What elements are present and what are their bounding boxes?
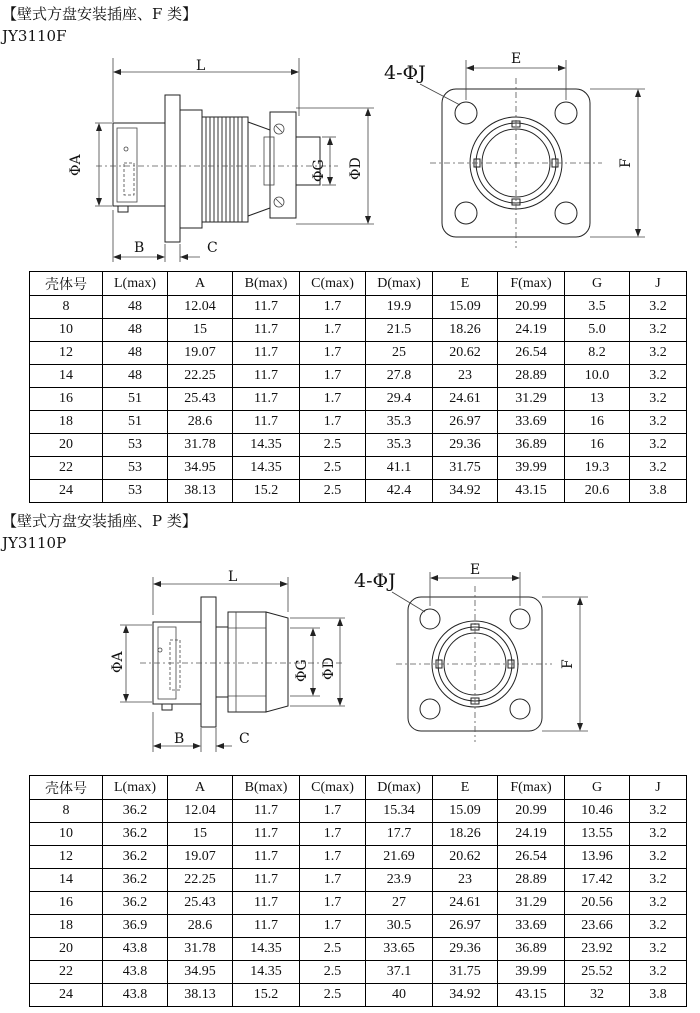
column-header: L(max) bbox=[103, 272, 168, 296]
table-cell: 31.29 bbox=[498, 388, 565, 411]
table-cell: 19.07 bbox=[168, 342, 233, 365]
table-row bbox=[30, 823, 687, 846]
table-cell: 20.62 bbox=[433, 846, 498, 869]
table-cell: 16 bbox=[565, 411, 630, 434]
table-cell: 1.7 bbox=[300, 296, 366, 319]
table-row bbox=[30, 365, 687, 388]
table-cell: 20.56 bbox=[565, 892, 630, 915]
dim-label-c-f: C bbox=[207, 240, 218, 256]
table-cell: 15.2 bbox=[233, 984, 300, 1007]
table-cell: 23.92 bbox=[565, 938, 630, 961]
table-cell: 10.46 bbox=[565, 800, 630, 823]
table-cell: 19.3 bbox=[565, 457, 630, 480]
table-cell: 1.7 bbox=[300, 365, 366, 388]
table-cell: 28.6 bbox=[168, 411, 233, 434]
model-number-p: JY3110P bbox=[2, 534, 67, 552]
table-cell: 14.35 bbox=[233, 961, 300, 984]
table-cell: 3.2 bbox=[630, 892, 687, 915]
table-cell: 5.0 bbox=[565, 319, 630, 342]
table-cell: 14.35 bbox=[233, 938, 300, 961]
table-cell: 11.7 bbox=[233, 388, 300, 411]
table-cell: 33.69 bbox=[498, 915, 565, 938]
table-cell: 15.09 bbox=[433, 800, 498, 823]
table-cell: 8.2 bbox=[565, 342, 630, 365]
table-cell: 36.2 bbox=[103, 823, 168, 846]
drawing-f bbox=[0, 0, 700, 270]
table-row bbox=[30, 480, 687, 503]
table-cell: 21.69 bbox=[366, 846, 433, 869]
table-cell: 25.43 bbox=[168, 892, 233, 915]
table-cell: 3.2 bbox=[630, 961, 687, 984]
table-cell: 14 bbox=[30, 365, 103, 388]
table-cell: 16 bbox=[30, 388, 103, 411]
table-cell: 8 bbox=[30, 296, 103, 319]
table-row bbox=[30, 984, 687, 1007]
table-cell: 36.2 bbox=[103, 800, 168, 823]
table-cell: 24.19 bbox=[498, 319, 565, 342]
table-cell: 15 bbox=[168, 319, 233, 342]
table-cell: 2.5 bbox=[300, 938, 366, 961]
table-cell: 31.78 bbox=[168, 938, 233, 961]
table-cell: 22 bbox=[30, 961, 103, 984]
table-row bbox=[30, 846, 687, 869]
table-cell: 28.89 bbox=[498, 365, 565, 388]
table-cell: 3.2 bbox=[630, 938, 687, 961]
table-cell: 3.2 bbox=[630, 388, 687, 411]
table-cell: 3.2 bbox=[630, 319, 687, 342]
table-cell: 3.8 bbox=[630, 480, 687, 503]
table-cell: 20.62 bbox=[433, 342, 498, 365]
table-row bbox=[30, 388, 687, 411]
column-header: B(max) bbox=[233, 776, 300, 800]
table-cell: 27 bbox=[366, 892, 433, 915]
table-cell: 20 bbox=[30, 434, 103, 457]
table-cell: 43.8 bbox=[103, 938, 168, 961]
section-title-p: 【壁式方盘安装插座、P 类】 bbox=[2, 512, 197, 530]
dim-label-l-p: L bbox=[228, 569, 238, 585]
table-cell: 2.5 bbox=[300, 480, 366, 503]
table-cell: 23 bbox=[433, 869, 498, 892]
dim-label-l-f: L bbox=[196, 58, 206, 74]
table-cell: 16 bbox=[30, 892, 103, 915]
table-cell: 36.2 bbox=[103, 869, 168, 892]
table-cell: 20.99 bbox=[498, 296, 565, 319]
table-row bbox=[30, 869, 687, 892]
table-row bbox=[30, 961, 687, 984]
table-cell: 20.99 bbox=[498, 800, 565, 823]
table-cell: 1.7 bbox=[300, 800, 366, 823]
table-cell: 25.43 bbox=[168, 388, 233, 411]
table-cell: 26.97 bbox=[433, 915, 498, 938]
column-header: 壳体号 bbox=[30, 272, 103, 296]
table-cell: 2.5 bbox=[300, 434, 366, 457]
table-cell: 39.99 bbox=[498, 961, 565, 984]
table-cell: 13 bbox=[565, 388, 630, 411]
table-cell: 3.2 bbox=[630, 915, 687, 938]
table-cell: 23.9 bbox=[366, 869, 433, 892]
table-cell: 38.13 bbox=[168, 984, 233, 1007]
table-cell: 34.95 bbox=[168, 961, 233, 984]
table-cell: 11.7 bbox=[233, 915, 300, 938]
table-cell: 35.3 bbox=[366, 434, 433, 457]
table-cell: 48 bbox=[103, 342, 168, 365]
table-cell: 26.54 bbox=[498, 342, 565, 365]
dim-label-c-p: C bbox=[239, 731, 250, 747]
table-cell: 20.6 bbox=[565, 480, 630, 503]
front-view-p bbox=[354, 562, 588, 742]
table-cell: 36.2 bbox=[103, 846, 168, 869]
table-cell: 35.3 bbox=[366, 411, 433, 434]
table-cell: 3.2 bbox=[630, 846, 687, 869]
table-cell: 15.09 bbox=[433, 296, 498, 319]
table-cell: 15 bbox=[168, 823, 233, 846]
table-cell: 24.61 bbox=[433, 892, 498, 915]
table-cell: 11.7 bbox=[233, 411, 300, 434]
table-cell: 24.61 bbox=[433, 388, 498, 411]
column-header: B(max) bbox=[233, 272, 300, 296]
column-header: A bbox=[168, 776, 233, 800]
table-cell: 13.55 bbox=[565, 823, 630, 846]
table-cell: 13.96 bbox=[565, 846, 630, 869]
table-cell: 33.69 bbox=[498, 411, 565, 434]
table-cell: 11.7 bbox=[233, 892, 300, 915]
table-row bbox=[30, 411, 687, 434]
table-row bbox=[30, 457, 687, 480]
table-cell: 21.5 bbox=[366, 319, 433, 342]
dim-label-a-p: ΦA bbox=[110, 651, 126, 673]
table-cell: 3.2 bbox=[630, 434, 687, 457]
table-cell: 11.7 bbox=[233, 296, 300, 319]
table-cell: 17.42 bbox=[565, 869, 630, 892]
table-cell: 1.7 bbox=[300, 823, 366, 846]
table-cell: 14.35 bbox=[233, 434, 300, 457]
table-cell: 12.04 bbox=[168, 800, 233, 823]
table-cell: 25 bbox=[366, 342, 433, 365]
table-cell: 51 bbox=[103, 411, 168, 434]
table-cell: 18.26 bbox=[433, 319, 498, 342]
table-cell: 3.2 bbox=[630, 411, 687, 434]
table-cell: 28.6 bbox=[168, 915, 233, 938]
table-cell: 51 bbox=[103, 388, 168, 411]
hole-callout-p: 4-ΦJ bbox=[354, 570, 396, 592]
spec-table-f bbox=[29, 271, 687, 503]
table-cell: 3.2 bbox=[630, 342, 687, 365]
table-cell: 11.7 bbox=[233, 823, 300, 846]
column-header: L(max) bbox=[103, 776, 168, 800]
table-cell: 39.99 bbox=[498, 457, 565, 480]
column-header: F(max) bbox=[498, 776, 565, 800]
table-row bbox=[30, 915, 687, 938]
table-cell: 26.54 bbox=[498, 846, 565, 869]
table-row bbox=[30, 800, 687, 823]
side-view-p bbox=[110, 569, 345, 752]
table-cell: 38.13 bbox=[168, 480, 233, 503]
table-cell: 36.2 bbox=[103, 892, 168, 915]
column-header: 壳体号 bbox=[30, 776, 103, 800]
table-cell: 19.07 bbox=[168, 846, 233, 869]
table-cell: 29.36 bbox=[433, 938, 498, 961]
column-header: F(max) bbox=[498, 272, 565, 296]
table-cell: 2.5 bbox=[300, 984, 366, 1007]
column-header: E bbox=[433, 272, 498, 296]
table-cell: 32 bbox=[565, 984, 630, 1007]
table-cell: 3.5 bbox=[565, 296, 630, 319]
table-cell: 18.26 bbox=[433, 823, 498, 846]
front-view-f bbox=[384, 51, 645, 248]
table-cell: 2.5 bbox=[300, 961, 366, 984]
dim-label-f-p: F bbox=[560, 659, 576, 669]
table-cell: 40 bbox=[366, 984, 433, 1007]
table-cell: 26.97 bbox=[433, 411, 498, 434]
table-cell: 3.2 bbox=[630, 823, 687, 846]
table-cell: 42.4 bbox=[366, 480, 433, 503]
table-cell: 11.7 bbox=[233, 319, 300, 342]
drawing-p bbox=[0, 550, 700, 775]
table-cell: 31.78 bbox=[168, 434, 233, 457]
table-cell: 34.95 bbox=[168, 457, 233, 480]
column-header: A bbox=[168, 272, 233, 296]
table-cell: 11.7 bbox=[233, 800, 300, 823]
table-cell: 33.65 bbox=[366, 938, 433, 961]
table-cell: 2.5 bbox=[300, 457, 366, 480]
table-cell: 48 bbox=[103, 365, 168, 388]
column-header: C(max) bbox=[300, 272, 366, 296]
table-cell: 8 bbox=[30, 800, 103, 823]
table-row bbox=[30, 892, 687, 915]
dim-label-d-f: ΦD bbox=[348, 157, 364, 180]
table-cell: 1.7 bbox=[300, 892, 366, 915]
column-header: G bbox=[565, 776, 630, 800]
section-title-f: 【壁式方盘安装插座、F 类】 bbox=[2, 5, 198, 23]
table-cell: 53 bbox=[103, 480, 168, 503]
table-cell: 43.15 bbox=[498, 480, 565, 503]
table-cell: 12.04 bbox=[168, 296, 233, 319]
model-number-f: JY3110F bbox=[2, 27, 67, 45]
table-cell: 18 bbox=[30, 411, 103, 434]
table-cell: 3.8 bbox=[630, 984, 687, 1007]
dim-label-g-p: ΦG bbox=[294, 659, 310, 682]
table-cell: 37.1 bbox=[366, 961, 433, 984]
table-cell: 1.7 bbox=[300, 342, 366, 365]
column-header: G bbox=[565, 272, 630, 296]
table-cell: 10 bbox=[30, 319, 103, 342]
table-cell: 29.36 bbox=[433, 434, 498, 457]
table-cell: 12 bbox=[30, 342, 103, 365]
table-cell: 15.34 bbox=[366, 800, 433, 823]
dim-label-b-p: B bbox=[174, 731, 185, 747]
table-cell: 17.7 bbox=[366, 823, 433, 846]
column-header: C(max) bbox=[300, 776, 366, 800]
dim-label-g-f: ΦG bbox=[311, 159, 327, 182]
table-cell: 11.7 bbox=[233, 365, 300, 388]
table-cell: 11.7 bbox=[233, 846, 300, 869]
column-header: J bbox=[630, 272, 687, 296]
table-cell: 36.9 bbox=[103, 915, 168, 938]
table-cell: 1.7 bbox=[300, 869, 366, 892]
table-cell: 1.7 bbox=[300, 915, 366, 938]
table-cell: 24 bbox=[30, 480, 103, 503]
table-row bbox=[30, 296, 687, 319]
table-row bbox=[30, 319, 687, 342]
table-cell: 18 bbox=[30, 915, 103, 938]
table-cell: 34.92 bbox=[433, 984, 498, 1007]
table-cell: 41.1 bbox=[366, 457, 433, 480]
table-cell: 16 bbox=[565, 434, 630, 457]
table-header-row bbox=[30, 776, 687, 800]
dim-label-b-f: B bbox=[134, 240, 145, 256]
dim-label-d-p: ΦD bbox=[321, 657, 337, 680]
table-cell: 3.2 bbox=[630, 365, 687, 388]
table-cell: 1.7 bbox=[300, 388, 366, 411]
table-cell: 31.75 bbox=[433, 457, 498, 480]
spec-table-p bbox=[29, 775, 687, 1007]
table-cell: 31.29 bbox=[498, 892, 565, 915]
table-cell: 3.2 bbox=[630, 800, 687, 823]
table-cell: 28.89 bbox=[498, 869, 565, 892]
table-cell: 23 bbox=[433, 365, 498, 388]
table-cell: 1.7 bbox=[300, 319, 366, 342]
table-cell: 24.19 bbox=[498, 823, 565, 846]
table-cell: 22.25 bbox=[168, 365, 233, 388]
table-cell: 3.2 bbox=[630, 457, 687, 480]
table-cell: 29.4 bbox=[366, 388, 433, 411]
table-row bbox=[30, 342, 687, 365]
table-cell: 23.66 bbox=[565, 915, 630, 938]
dim-label-e-p: E bbox=[470, 562, 481, 578]
table-cell: 25.52 bbox=[565, 961, 630, 984]
table-cell: 30.5 bbox=[366, 915, 433, 938]
table-cell: 53 bbox=[103, 457, 168, 480]
dim-label-a-f: ΦA bbox=[68, 154, 84, 176]
table-cell: 36.89 bbox=[498, 434, 565, 457]
dim-label-f-f: F bbox=[618, 158, 634, 168]
table-cell: 27.8 bbox=[366, 365, 433, 388]
table-cell: 11.7 bbox=[233, 869, 300, 892]
table-cell: 31.75 bbox=[433, 961, 498, 984]
table-cell: 53 bbox=[103, 434, 168, 457]
table-cell: 48 bbox=[103, 296, 168, 319]
table-cell: 15.2 bbox=[233, 480, 300, 503]
table-cell: 19.9 bbox=[366, 296, 433, 319]
table-cell: 3.2 bbox=[630, 296, 687, 319]
table-cell: 3.2 bbox=[630, 869, 687, 892]
table-row bbox=[30, 434, 687, 457]
table-row bbox=[30, 938, 687, 961]
table-cell: 36.89 bbox=[498, 938, 565, 961]
table-cell: 22 bbox=[30, 457, 103, 480]
table-cell: 43.8 bbox=[103, 984, 168, 1007]
hole-callout-f: 4-ΦJ bbox=[384, 62, 426, 84]
table-cell: 22.25 bbox=[168, 869, 233, 892]
table-cell: 20 bbox=[30, 938, 103, 961]
table-header-row bbox=[30, 272, 687, 296]
dim-label-e-f: E bbox=[511, 51, 522, 67]
column-header: E bbox=[433, 776, 498, 800]
table-cell: 11.7 bbox=[233, 342, 300, 365]
table-cell: 10 bbox=[30, 823, 103, 846]
table-cell: 10.0 bbox=[565, 365, 630, 388]
table-cell: 24 bbox=[30, 984, 103, 1007]
table-cell: 48 bbox=[103, 319, 168, 342]
column-header: J bbox=[630, 776, 687, 800]
table-cell: 43.15 bbox=[498, 984, 565, 1007]
table-cell: 14 bbox=[30, 869, 103, 892]
table-cell: 1.7 bbox=[300, 846, 366, 869]
table-cell: 12 bbox=[30, 846, 103, 869]
table-cell: 14.35 bbox=[233, 457, 300, 480]
table-cell: 43.8 bbox=[103, 961, 168, 984]
table-cell: 34.92 bbox=[433, 480, 498, 503]
column-header: D(max) bbox=[366, 272, 433, 296]
table-cell: 1.7 bbox=[300, 411, 366, 434]
column-header: D(max) bbox=[366, 776, 433, 800]
side-view-f bbox=[68, 58, 374, 262]
